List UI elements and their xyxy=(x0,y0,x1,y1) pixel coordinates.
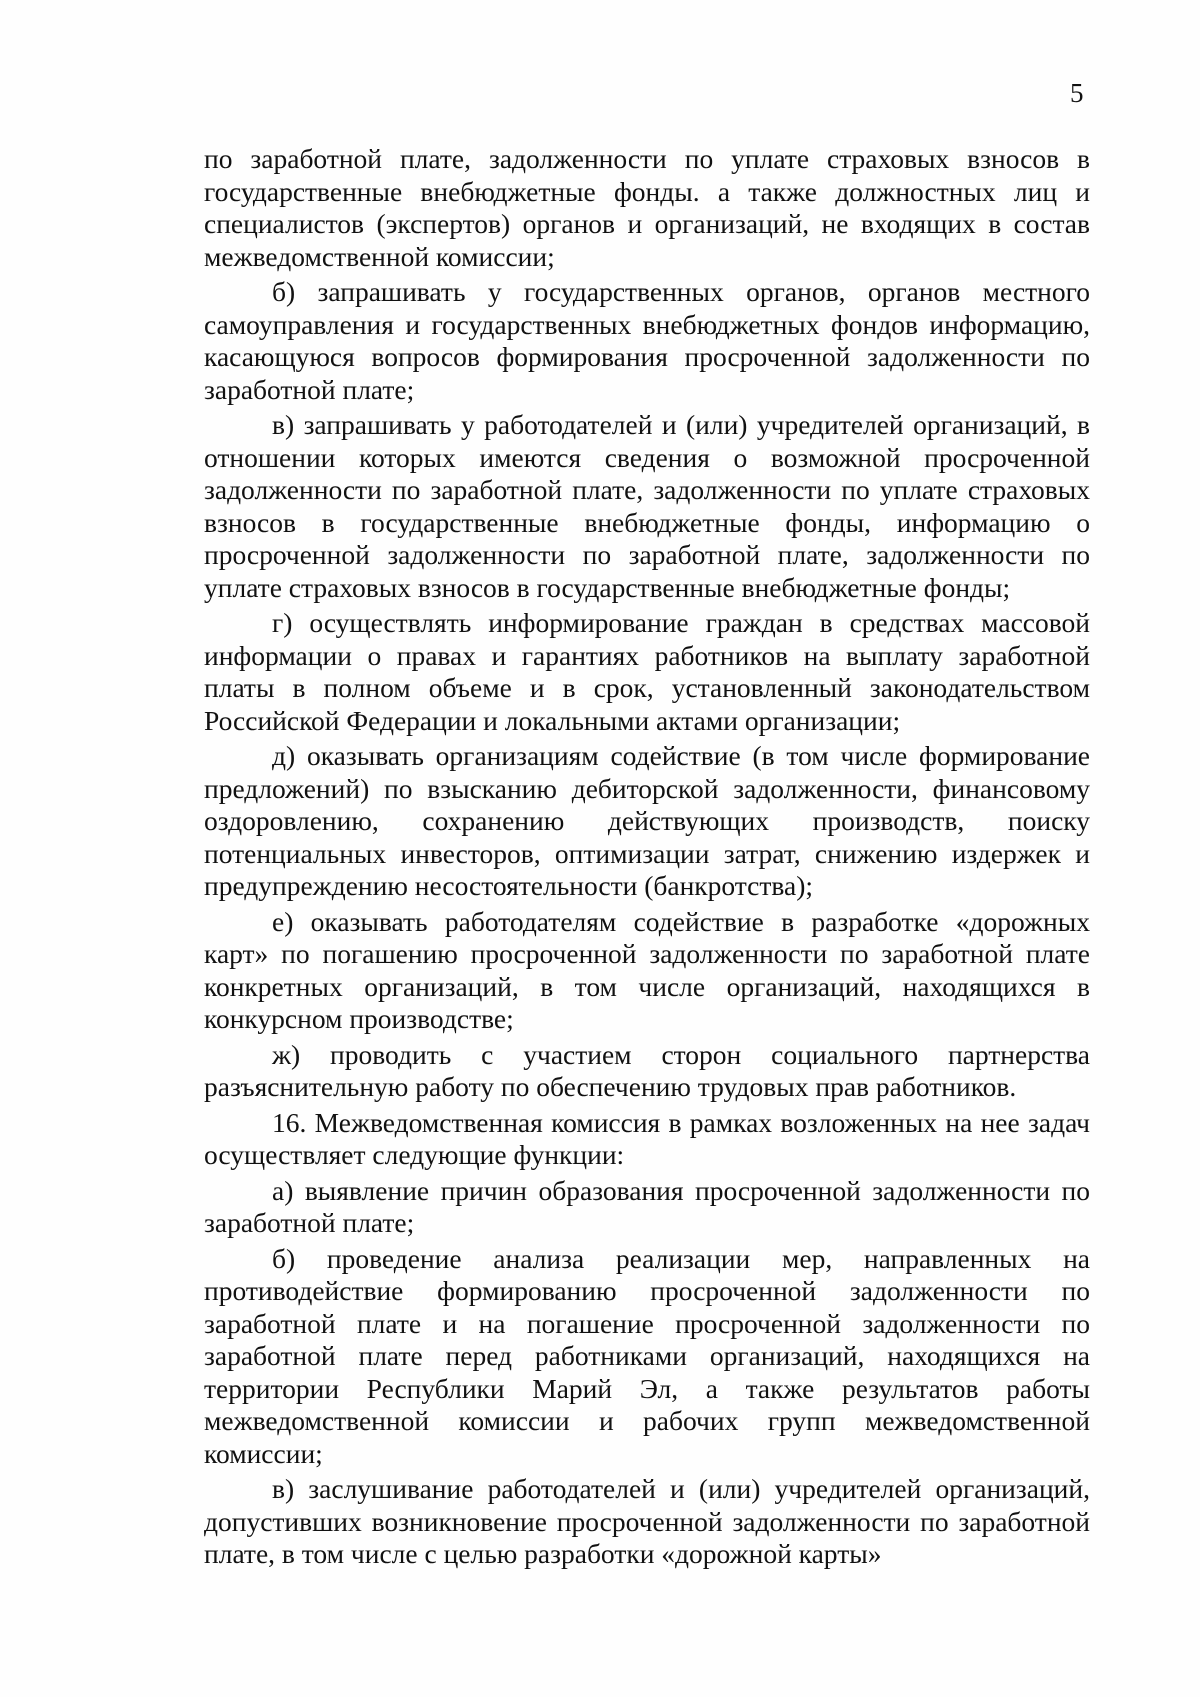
paragraph-function-a: а) выявление причин образования просроченной задолженности по заработной плате; xyxy=(204,1174,1090,1238)
paragraph-function-b: б) проведение анализа реализации мер, направленных на противодействие формированию просроченной задолженности по заработной плате и на погашение просроченной задолженности по заработной плате перед работниками организаций, находящихся на территории Республики Марий Эл, а также результатов работы межведомственной комиссии и рабочих групп межведомственной комиссии; xyxy=(204,1242,1090,1469)
document-body xyxy=(204,143,1090,1574)
paragraph-item-d: д) оказывать организациям содействие (в том числе формирование предложений) по взысканию дебиторской задолженности, финансовому оздоровлению, сохранению действующих производств, поиску потенциальных инвесторов, оптимизации затрат, снижению издержек и предупреждению несостоятельности (банкротства); xyxy=(204,740,1090,901)
paragraph-item-e: е) оказывать работодателям содействие в разработке «дорожных карт» по погашению просроченной задолженности по заработной плате конкретных организаций, в том числе организаций, находящихся в конкурсном производстве; xyxy=(204,905,1090,1034)
paragraph-function-v: в) заслушивание работодателей и (или) учредителей организаций, допустивших возникновение просроченной задолженности по заработной плате, в том числе с целью разработки «дорожной карты» xyxy=(204,1473,1090,1569)
paragraph-item-b: б) запрашивать у государственных органов, органов местного самоуправления и государственных внебюджетных фондов информацию, касающуюся вопросов формирования просроченной задолженности по заработной плате; xyxy=(204,276,1090,405)
page-number: 5 xyxy=(1070,78,1084,108)
paragraph-item-v: в) запрашивать у работодателей и (или) учредителей организаций, в отношении которых имеются сведения о возможной просроченной задолженности по заработной плате, задолженности по уплате страховых взносов в государственные внебюджетные фонды, информацию о просроченной задолженности по заработной плате, задолженности по уплате страховых взносов в государственные внебюджетные фонды; xyxy=(204,409,1090,603)
paragraph-section-16: 16. Межведомственная комиссия в рамках возложенных на нее задач осуществляет следующие функции: xyxy=(204,1106,1090,1170)
paragraph-item-g: г) осуществлять информирование граждан в средствах массовой информации о правах и гарантиях работников на выплату заработной платы в полном объеме и в срок, установленный законодательством Российской Федерации и локальными актами организации; xyxy=(204,607,1090,736)
paragraph-item-zh: ж) проводить с участием сторон социального партнерства разъяснительную работу по обеспечению трудовых прав работников. xyxy=(204,1038,1090,1102)
paragraph-continuation: по заработной плате, задолженности по уплате страховых взносов в государственные внебюджетные фонды. а также должностных лиц и специалистов (экспертов) органов и организаций, не входящих в состав межведомственной комиссии; xyxy=(204,143,1090,272)
